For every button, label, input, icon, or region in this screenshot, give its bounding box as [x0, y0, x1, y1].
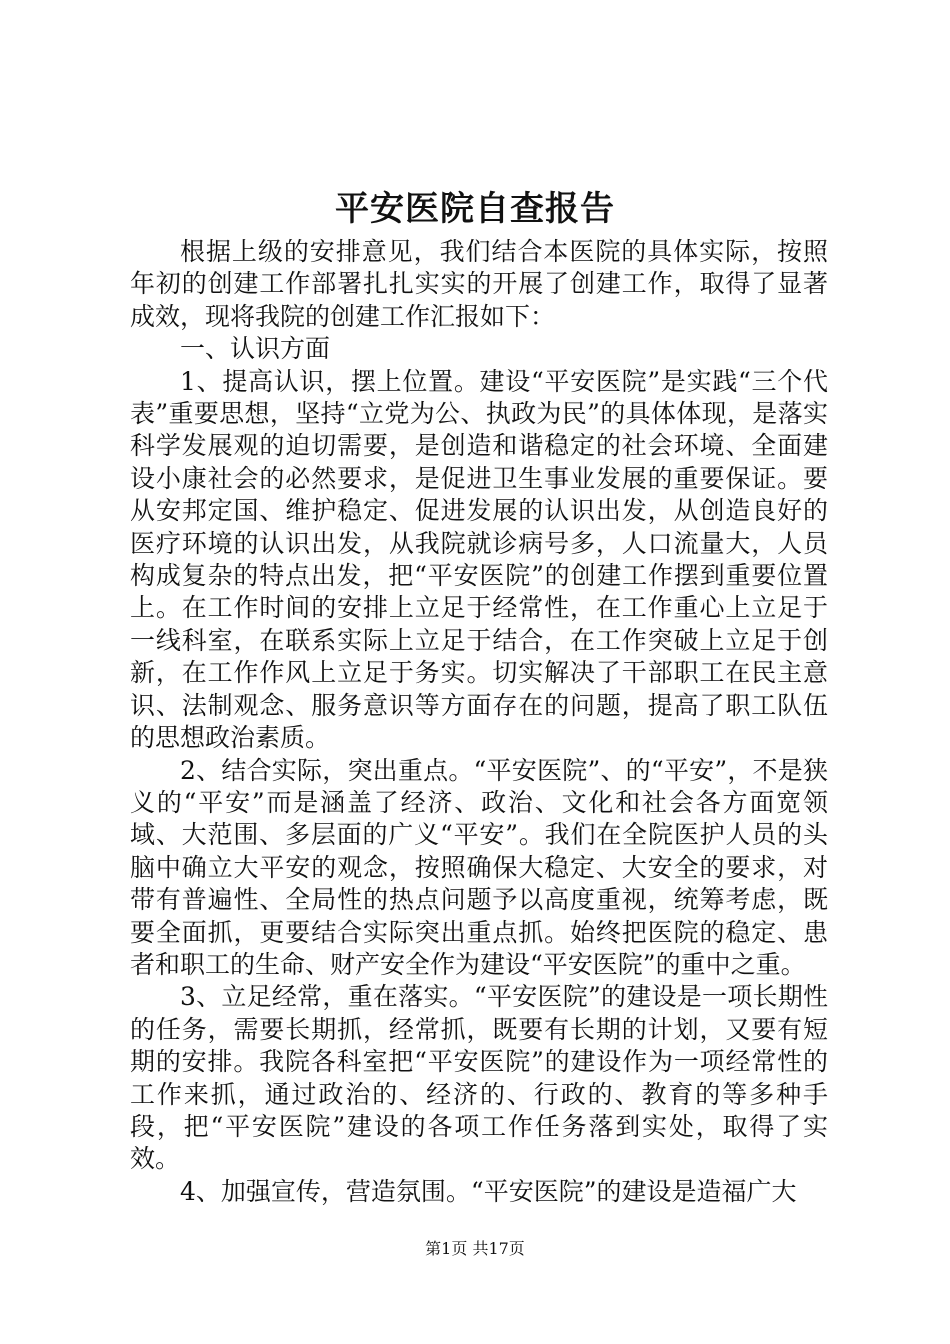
paragraph-item-4: 4、加强宣传，营造氛围。“平安医院”的建设是造福广大	[180, 1176, 797, 1206]
paragraph-item-3: 3、立足经常，重在落实。“平安医院”的建设是一项长期性的任务，需要长期抓，经常抓，既要有长期的计划，又要有短期的安排。我院各科室把“平安医院”的建设作为一项经常性的工作来抓，通过政治的、经济的、行政的、教育的等多种手段，把“平安医院”建设的各项工作任务落到实处，取得了实效。	[130, 982, 828, 1174]
document-title: 平安医院自查报告	[335, 189, 615, 229]
page-footer: 第1页 共17页	[425, 1239, 525, 1258]
paragraph-intro: 根据上级的安排意见，我们结合本医院的具体实际，按照年初的创建工作部署扎扎实实的开展了创建工作，取得了显著成效，现将我院的创建工作汇报如下：	[130, 237, 828, 331]
paragraph-item-2: 2、结合实际，突出重点。“平安医院”、的“平安”，不是狭义的“平安”而是涵盖了经济、政治、文化和社会各方面宽领域、大范围、多层面的广义“平安”。我们在全院医护人员的头脑中确立大平安的观念，按照确保大稳定、大安全的要求，对带有普遍性、全局性的热点问题予以高度重视，统筹考虑，既要全面抓，更要结合实际突出重点抓。始终把医院的稳定、患者和职工的生命、财产安全作为建设“平安医院”的重中之重。	[130, 755, 828, 979]
section-heading: 一、认识方面	[180, 334, 331, 364]
paragraph-item-1: 1、提高认识，摆上位置。建设“平安医院”是实践“三个代表”重要思想，坚持“立党为公、执政为民”的具体体现，是落实科学发展观的迫切需要，是创造和谐稳定的社会环境、全面建设小康社会的必然要求，是促进卫生事业发展的重要保证。要从安邦定国、维护稳定、促进发展的认识出发，从创造良好的医疗环境的认识出发，从我院就诊病号多，人口流量大，人员构成复杂的特点出发，把“平安医院”的创建工作摆到重要位置上。在工作时间的安排上立足于经常性，在工作重心上立足于一线科室，在联系实际上立足于结合，在工作突破上立足于创新，在工作作风上立足于务实。切实解决了干部职工在民主意识、法制观念、服务意识等方面存在的问题，提高了职工队伍的思想政治素质。	[130, 366, 828, 753]
document-body	[130, 236, 828, 1208]
